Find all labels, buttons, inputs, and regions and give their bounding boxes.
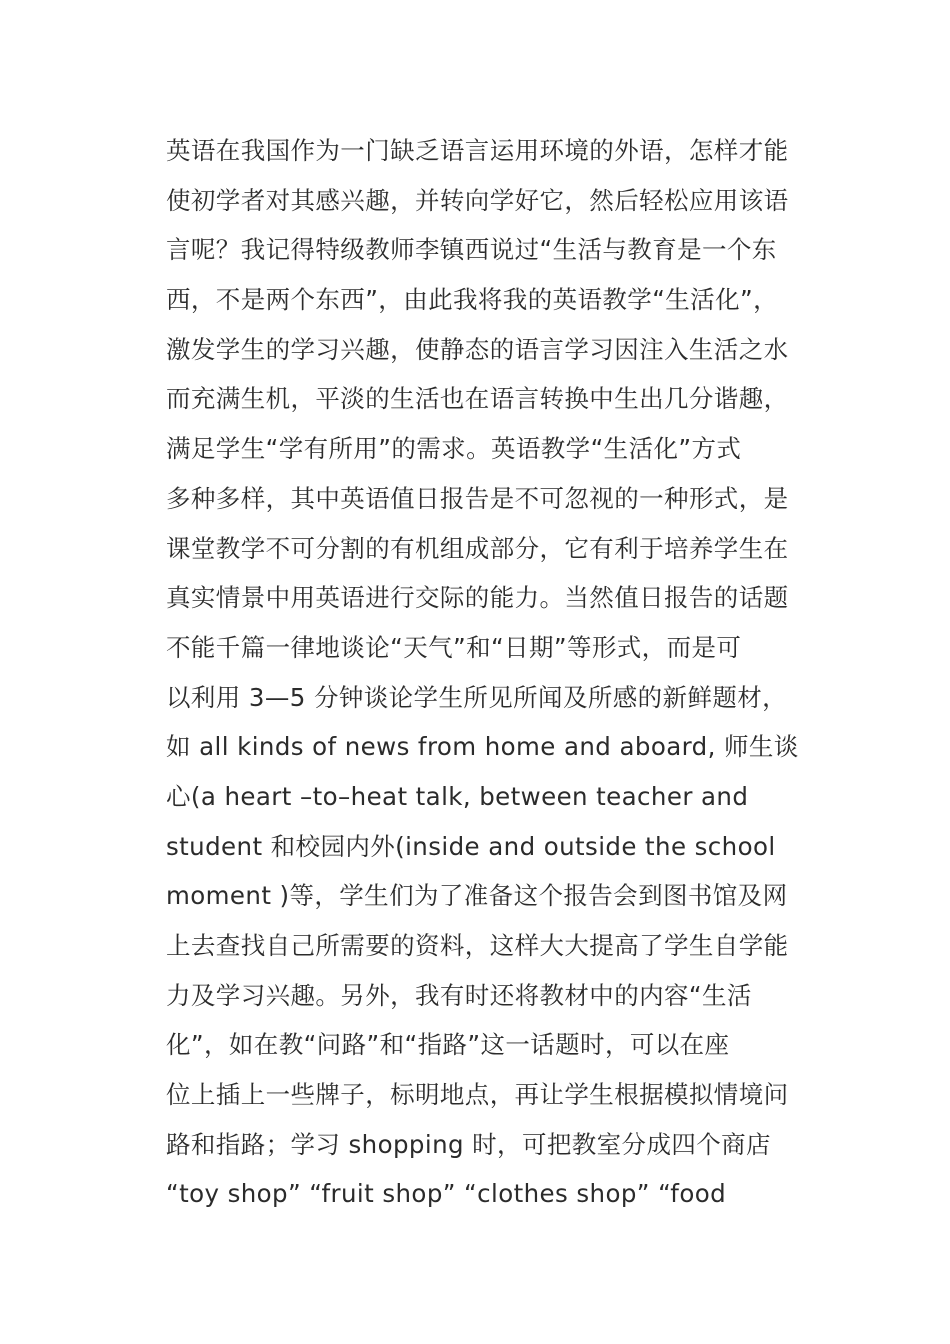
text-line: 如 all kinds of news from home and aboard, 师生谈: [166, 732, 799, 762]
text-line: 真实情景中用英语进行交际的能力。当然值日报告的话题: [166, 583, 789, 613]
text-line: 言呢？我记得特级教师李镇西说过“生活与教育是一个东: [166, 235, 777, 265]
text-line: “toy shop” “fruit shop” “clothes shop” “food: [166, 1179, 727, 1209]
text-line: 力及学习兴趣。另外，我有时还将教材中的内容“生活: [166, 980, 752, 1010]
text-line: 路和指路；学习 shopping 时，可把教室分成四个商店: [166, 1129, 771, 1159]
text-line: 英语在我国作为一门缺乏语言运用环境的外语，怎样才能: [166, 136, 789, 165]
text-line: 位上插上一些牌子，标明地点，再让学生根据模拟情境问: [166, 1080, 789, 1110]
text-line: 而充满生机，平淡的生活也在语言转换中生出几分谐趣，: [166, 384, 789, 414]
text-line: moment )等，学生们为了准备这个报告会到图书馆及网: [166, 881, 788, 911]
text-line: 课堂教学不可分割的有机组成部分，它有利于培养学生在: [166, 533, 789, 563]
text-line: 多种多样，其中英语值日报告是不可忽视的一种形式，是: [166, 483, 789, 513]
text-line: 不能千篇一律地谈论“天气”和“日期”等形式，而是可: [166, 632, 742, 662]
text-line: student 和校园内外(inside and outside the school: [166, 831, 776, 861]
text-line: 化”，如在教“问路”和“指路”这一话题时，可以在座: [166, 1030, 730, 1060]
text-line: 满足学生“学有所用”的需求。英语教学“生活化”方式: [166, 434, 742, 464]
text-line: 西，不是两个东西”，由此我将我的英语教学“生活化”，: [166, 285, 778, 315]
text-line: 激发学生的学习兴趣，使静态的语言学习因注入生活之水: [166, 334, 789, 364]
text-line: 以利用 3—5 分钟谈论学生所见所闻及所感的新鲜题材，: [166, 682, 788, 712]
text-line: 使初学者对其感兴趣，并转向学好它，然后轻松应用该语: [166, 185, 789, 215]
text-line: 上去查找自己所需要的资料，这样大大提高了学生自学能: [166, 931, 789, 960]
body-paragraph: [166, 126, 826, 1219]
text-line: 心(a heart –to–heat talk, between teacher and: [166, 781, 749, 811]
